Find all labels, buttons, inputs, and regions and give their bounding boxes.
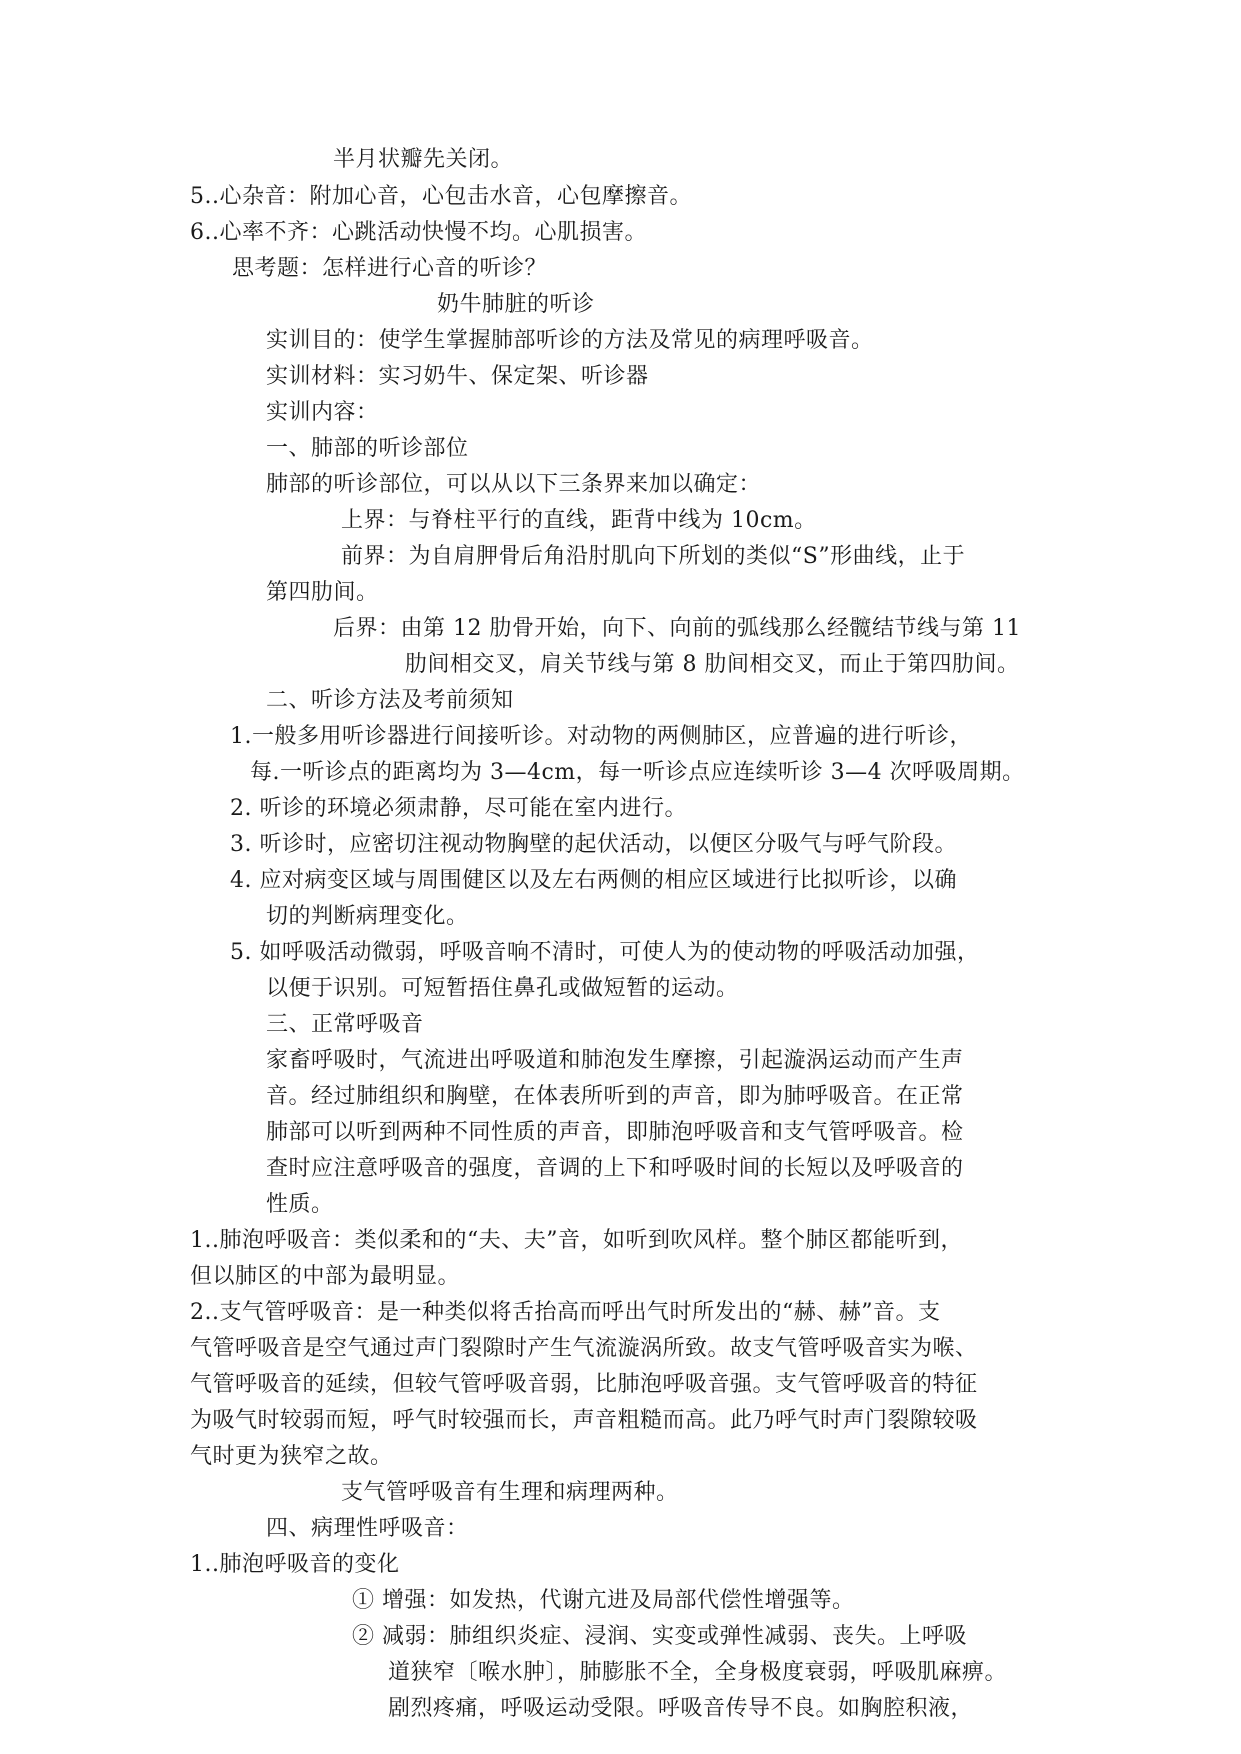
text-line: 但以肺区的中部为最明显。 (190, 1264, 461, 1289)
text-line: 气时更为狭窄之故。 (190, 1444, 393, 1469)
text-line: 思考题：怎样进行心音的听诊？ (232, 256, 548, 281)
text-line: 1..肺泡呼吸音：类似柔和的“夫、夫”音，如听到吹风样。整个肺区都能听到， (190, 1228, 963, 1253)
text-line: 实训目的：使学生掌握肺部听诊的方法及常见的病理呼吸音。 (266, 328, 874, 353)
text-line: ① 增强：如发热，代谢亢进及局部代偿性增强等。 (352, 1588, 855, 1613)
text-line: 家畜呼吸时，气流进出呼吸道和肺泡发生摩擦，引起漩涡运动而产生声 (266, 1048, 964, 1073)
text-line: 剧烈疼痛，呼吸运动受限。呼吸音传导不良。如胸腔积液， (388, 1696, 974, 1721)
text-line: 3. 听诊时，应密切注视动物胸壁的起伏活动，以便区分吸气与呼气阶段。 (230, 832, 957, 857)
text-line: 肺部可以听到两种不同性质的声音，即肺泡呼吸音和支气管呼吸音。检 (266, 1120, 964, 1145)
text-line: 支气管呼吸音有生理和病理两种。 (341, 1480, 679, 1505)
text-line: 实训内容： (266, 400, 379, 425)
subheading: 一、肺部的听诊部位 (266, 436, 469, 461)
text-line: 肺部的听诊部位，可以从以下三条界来加以确定： (266, 472, 762, 497)
text-line: 气管呼吸音的延续，但较气管呼吸音弱，比肺泡呼吸音强。支气管呼吸音的特征 (190, 1372, 978, 1397)
text-line: 6..心率不齐：心跳活动快慢不均。心肌损害。 (190, 220, 647, 245)
text-line: 每.一听诊点的距离均为 3—4cm，每一听诊点应连续听诊 3—4 次呼吸周期。 (250, 760, 1025, 785)
text-line: 5..心杂音：附加心音，心包击水音，心包摩擦音。 (190, 184, 692, 209)
text-line: 前界：为自肩胛骨后角沿肘肌向下所划的类似“S”形曲线，止于 (341, 544, 966, 569)
text-line: 气管呼吸音是空气通过声门裂隙时产生气流漩涡所致。故支气管呼吸音实为喉、 (190, 1336, 978, 1361)
text-line: 切的判断病理变化。 (266, 904, 469, 929)
text-line: ② 减弱：肺组织炎症、浸润、实变或弹性减弱、丧失。上呼吸 (352, 1624, 967, 1649)
text-line: 后界：由第 12 肋骨开始，向下、向前的弧线那么经髋结节线与第 11 (333, 616, 1021, 641)
text-line: 道狭窄〔喉水肿〕，肺膨胀不全，全身极度衰弱，呼吸肌麻痹。 (388, 1660, 1008, 1685)
text-line: 为吸气时较弱而短，呼气时较强而长，声音粗糙而高。此乃呼气时声门裂隙较吸 (190, 1408, 978, 1433)
subheading: 三、正常呼吸音 (266, 1012, 424, 1037)
text-line: 实训材料：实习奶牛、保定架、听诊器 (266, 364, 649, 389)
text-line: 以便于识别。可短暂捂住鼻孔或做短暂的运动。 (266, 976, 739, 1001)
text-line: 上界：与脊柱平行的直线，距背中线为 10cm。 (341, 508, 817, 533)
text-line: 第四肋间。 (266, 580, 379, 605)
text-line: 1.一般多用听诊器进行间接听诊。对动物的两侧肺区，应普遍的进行听诊， (230, 724, 972, 749)
subheading: 四、病理性呼吸音： (266, 1516, 469, 1541)
text-line: 2..支气管呼吸音：是一种类似将舌抬高而呼出气时所发出的“赫、赫”音。支 (190, 1300, 941, 1325)
text-line: 4. 应对病变区域与周围健区以及左右两侧的相应区域进行比拟听诊，以确 (230, 868, 957, 893)
text-line: 性质。 (266, 1192, 334, 1217)
text-line: 音。经过肺组织和胸壁，在体表所听到的声音，即为肺呼吸音。在正常 (266, 1084, 964, 1109)
text-line: 5. 如呼吸活动微弱，呼吸音响不清时，可使人为的使动物的呼吸活动加强， (230, 940, 980, 965)
text-line: 查时应注意呼吸音的强度，音调的上下和呼吸时间的长短以及呼吸音的 (266, 1156, 964, 1181)
subheading: 二、听诊方法及考前须知 (266, 688, 514, 713)
section-heading: 奶牛肺脏的听诊 (437, 292, 595, 317)
text-line: 肋间相交叉，肩关节线与第 8 肋间相交叉，而止于第四肋间。 (405, 652, 1020, 677)
text-line: 1..肺泡呼吸音的变化 (190, 1552, 400, 1577)
text-line: 2. 听诊的环境必须肃静，尽可能在室内进行。 (230, 796, 687, 821)
text-line: 半月状瓣先关闭。 (333, 147, 514, 172)
